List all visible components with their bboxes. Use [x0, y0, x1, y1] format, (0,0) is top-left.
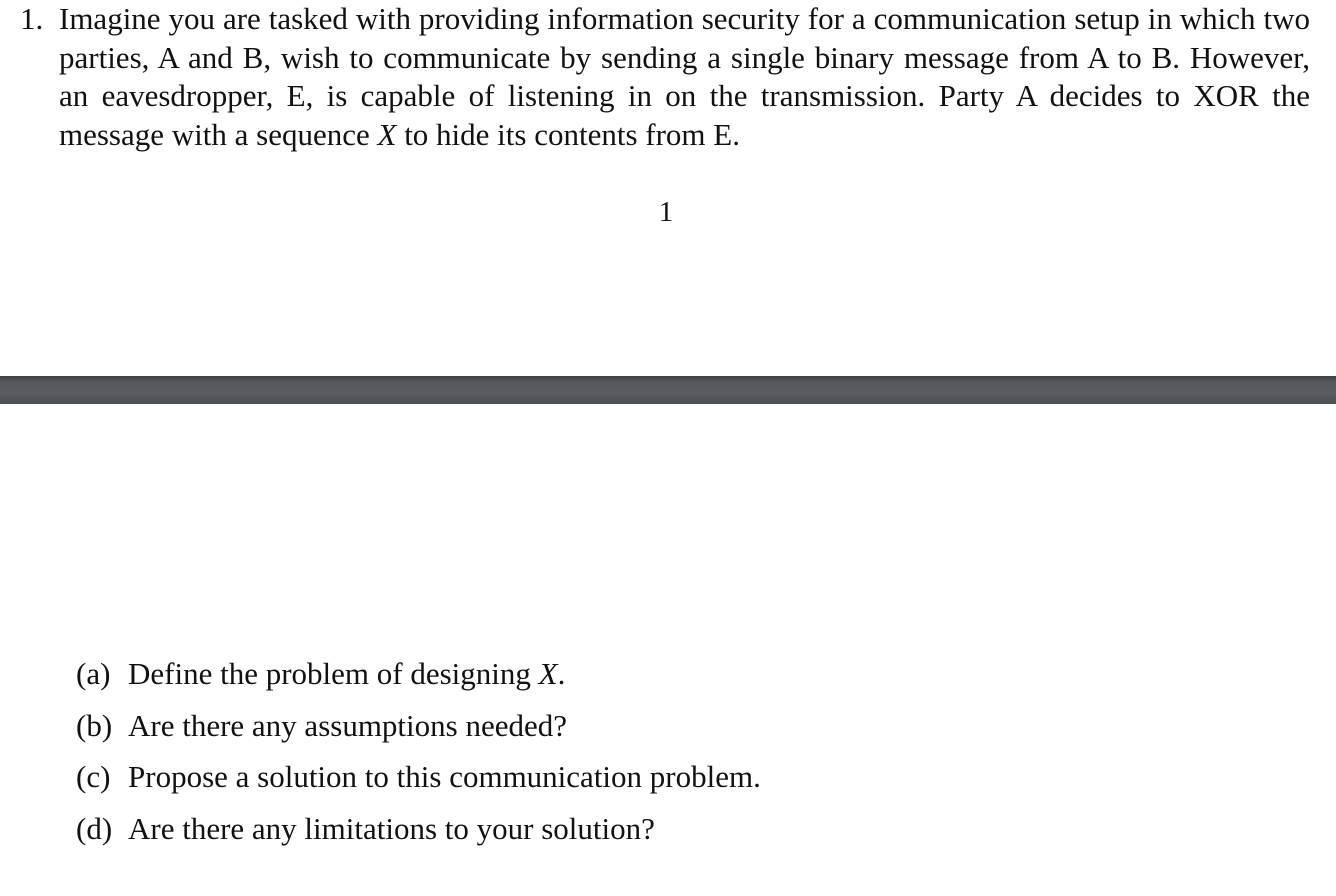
subpart-b: [76, 706, 1276, 758]
subpart-text: Are there any limitations to your solution?: [128, 810, 655, 846]
subpart-a: [76, 654, 1276, 706]
subpart-d: [76, 809, 1276, 861]
question-text-start: Imagine you are tasked with providing information security for a communication setup in which two parties, A and B, wish to communicate by sending a single binary message from A to B. However, an eavesdropper, E, is capable of listening in on the transmission. Party A decides to XOR the message with a sequence: [59, 1, 1318, 152]
question-text: [59, 0, 1318, 154]
subpart-c: [76, 757, 1276, 809]
subpart-list: [76, 654, 1276, 860]
subpart-text: Propose a solution to this communication problem.: [128, 759, 761, 794]
page-number: 1: [658, 196, 674, 228]
subpart-text: [128, 654, 565, 694]
variable-x: X: [377, 116, 397, 152]
subpart-text: Are there any assumptions needed?: [128, 707, 568, 743]
subpart-text-start: Define the problem of designing: [128, 656, 539, 691]
subpart-label: (c): [76, 759, 111, 794]
question-text-end: to hide its contents from E.: [396, 116, 740, 152]
document-page-1: [0, 0, 1336, 376]
question-number: 1.: [20, 1, 44, 36]
subpart-label: (d): [76, 810, 113, 846]
document-page-2: [0, 404, 1336, 896]
variable-x: X: [538, 656, 558, 691]
subpart-label: (a): [76, 656, 111, 691]
subpart-text-end: .: [557, 656, 566, 691]
page-separator: [0, 376, 1336, 404]
subpart-label: (b): [76, 707, 113, 743]
